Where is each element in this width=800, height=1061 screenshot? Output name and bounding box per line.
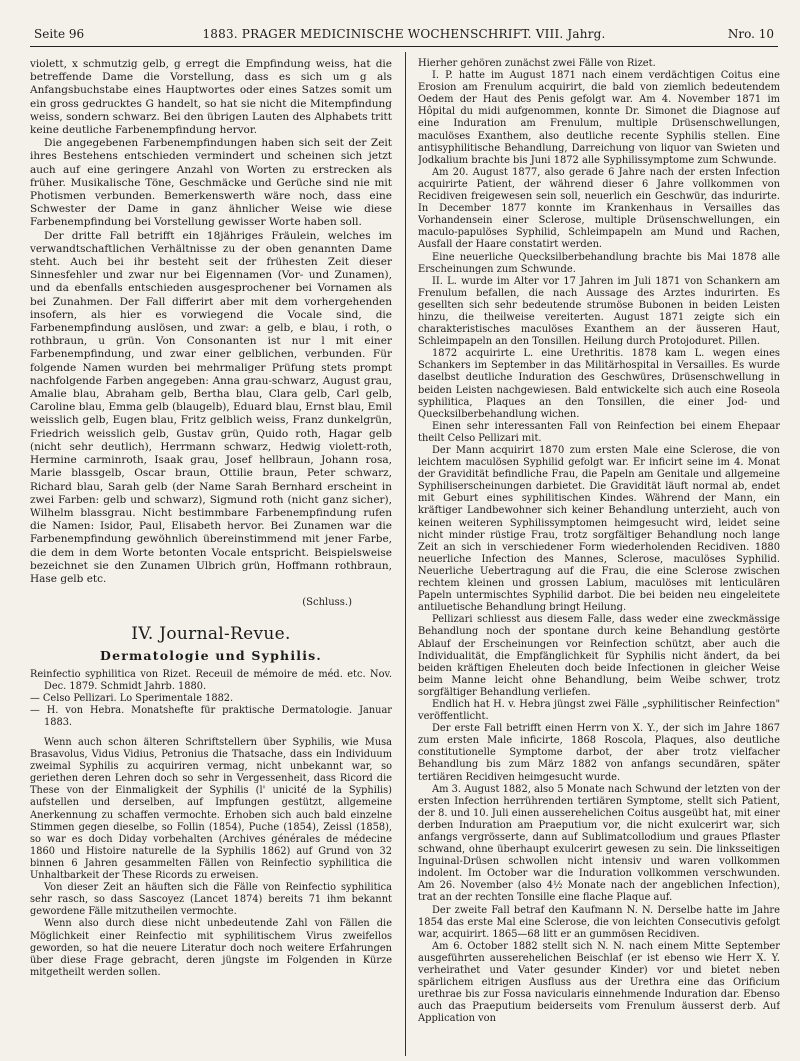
paragraph: Am 6. October 1882 stellt sich N. N. nach einem Mitte September ausgeführten ausserehelichen Beischlaf (er ist ebenso wie Herr X. Y. verheirathet und Vater gesunder Kinder) vor und bietet neben spärlichem eitrigen Ausfluss aus der Urethra eine das Orificium urethrae bis zur Fossa navicularis einnehmende Induration dar. Ebenso auch das Praeputium beiderseits vom Frenulum äusserst derb. Auf Application von bbox=[418, 940, 780, 1025]
left-column bbox=[30, 58, 392, 1054]
paragraph: Pellizari schliesst aus diesem Falle, dass weder eine zweckmässige Behandlung noch der spontane durch keine Behandlung gestörte Ablauf der Erscheinungen vor Reinfection schützt, aber auch die Individualität, die Empfänglichkeit für Syphilis nicht ändert, da bei beiden kräftigen Eheleuten doch beide Infectionen in gleicher Weise beim Manne leicht ohne Behandlung, beim Weibe schwer, trotz sorgfältiger Behandlung verliefen. bbox=[418, 614, 780, 698]
issue-number: Nro. 10 bbox=[727, 27, 774, 41]
subsection-title: Dermatologie und Syphilis. bbox=[100, 648, 322, 664]
paragraph: Von dieser Zeit an häuften sich die Fälle von Reinfectio syphilitica sehr rasch, so dass Sascoyez (Lancet 1874) bereits 71 ihm bekannt gewordene Fälle mitzutheilen vermochte. bbox=[30, 882, 392, 918]
paragraph: Wenn auch schon älteren Schriftstellern über Syphilis, wie Musa Brasavolus, Vidus Vidius, Petronius die Thatsache, dass ein Individuum zweimal Syphilis zu acquiriren vermag, nicht unbekannt war, so geriethen deren Lehren doch so sehr in Vergessenheit, dass Ricord die These von der Einmaligkeit der Syphilis (l' unicité de la Syphilis) aufstellen und derselben, auf Impfungen gestützt, allgemeine Anerkennung zu schaffen vermochte. Erhoben sich auch bald einzelne Stimmen gegen dieselbe, so Follin (1854), Puche (1854), Zeissl (1858), so war es doch Diday vorbehalten (Archives générales de médecine 1860 und Histoire naturelle de la Syphilis 1862) auf Grund von 32 binnen 6 Jahren gesammelten Fällen von Reinfectio syphilitica die Unhaltbarkeit der These Ricords zu erweisen. bbox=[30, 737, 392, 882]
reference-item: — Celso Pellizari. Lo Sperimentale 1882. bbox=[30, 692, 234, 704]
paragraph: Am 20. August 1877, also gerade 6 Jahre nach der ersten Infection acquirirte Patient, der während dieser 6 Jahre vollkommen von Recidiven freigewesen sein soll, neuerlich ein Geschwür, das indurirte. In December 1877 konnte im Krankenhaus in Versailles das Vorhandensein einer Sclerose, multiple Drüsenschwellungen, ein maculo-papulöses Syphilid, Schleimpapeln am Mund und Rachen, Ausfall der Haare constatirt werden. bbox=[418, 166, 780, 251]
reference-item: Reinfectio syphilitica von Rizet. Receuil de mémoire de méd. etc. Nov. Dec. 1879. Schmidt Jahrb. 1880. bbox=[30, 668, 392, 692]
paragraph: 1872 acquirirte L. eine Urethritis. 1878 kam L. wegen eines Schankers im September in das Militärhospital in Versailles. Es wurde daselbst deutliche Induration des Geschwüres, Drüsenschwellung in beiden Leisten nachgewiesen. Bald entwickelte sich auch eine Roseola syphilitica, Plaques an den Tonsillen, die einer Jod- und Quecksilberbehandlung wichen. bbox=[418, 348, 780, 420]
paragraph: Hierher gehören zunächst zwei Fälle von Rizet. bbox=[418, 58, 656, 69]
paragraph: Der zweite Fall betraf den Kaufmann N. N. Derselbe hatte im Jahre 1854 das erste Mal eine Sclerose, die von leichten Consecutivis gefolgt war, acquirirt. 1865—68 litt er an gummösen Recidiven. bbox=[418, 904, 780, 940]
section-title: IV. Journal-Revue. bbox=[131, 624, 291, 645]
paragraph: Endlich hat H. v. Hebra jüngst zwei Fälle „syphilitischer Reinfection" veröffentlicht. bbox=[418, 698, 780, 723]
reference-item: — H. von Hebra. Monatshefte für praktische Dermatologie. Januar 1883. bbox=[30, 704, 392, 728]
page-header bbox=[30, 24, 778, 47]
journal-title: 1883. PRAGER MEDICINISCHE WOCHENSCHRIFT. VIII. Jahrg. bbox=[202, 27, 606, 41]
paragraph: Wenn also durch diese nicht unbedeutende Zahl von Fällen die Möglichkeit einer Reinfectio mit syphilitischem Virus zweifellos geworden, so hat die neuere Literatur doch noch weitere Erfahrungen über diese Frage gebracht, deren jüngste im Folgenden in Kürze mitgetheilt werden sollen. bbox=[30, 918, 392, 978]
paragraph: Der dritte Fall betrifft ein 18jähriges Fräulein, welches im verwandtschaftlichen Verhältnisse zu der oben genannten Dame steht. Auch bei ihr besteht seit der frühesten Zeit dieser Sinnesfehler und zwar nur bei Eigennamen (Vor- und Zunamen), und da ebenfalls entschieden ausgesprochener bei Vornamen als bei Zunahmen. Der Fall differirt aber mit dem vorhergehenden insofern, als hier es vorwiegend die Vocale sind, die Farbenempfindung auslösen, und zwar: a gelb, e blau, i roth, o rothbraun, u grün. Von Consonanten ist nur l mit einer Farbenempfindung, und zwar einer gelblichen, verbunden. Für folgende Namen wurden bei mehrmaliger Prüfung stets prompt nachfolgende Farben angegeben: Anna grau-schwarz, August grau, Amalie blau, Abraham gelb, Bertha blau, Clara gelb, Carl gelb, Caroline blau, Emma gelb (blaugelb), Eduard blau, Ernst blau, Emil weisslich gelb, Eugen blau, Fritz gelblich weiss, Franz dunkelgrün, Friedrich weisslich gelb, Gustav grün, Quido roth, Hagar gelb (nicht sehr deutlich), Herrmann schwarz, Hedwig violett-roth, Hermine carminroth, Isaak grau, Josef hellbraun, Johann rosa, Marie blassgelb, Oscar braun, Ottilie braun, Peter schwarz, Richard blau, Sarah gelb (der Name Sarah Bernhard erscheint in zwei Farben: gelb und schwarz), Sigmund roth (nicht ganz sicher), Wilhelm blassgrau. Nicht bestimmbare Farbenempfindung rufen die Namen: Isidor, Paul, Elisabeth hervor. Bei Zunamen war die Farbenempfindung gewöhnlich übereinstimmend mit jener Farbe, die dem in dem Worte betonten Vocale entspricht. Beispielsweise bezeichnet sie den Zunamen Ulbrich grün, Hoffmann rothbraun, Hase gelb etc. bbox=[30, 229, 392, 585]
paragraph: Einen sehr interessanten Fall von Reinfection bei einem Ehepaar theilt Celso Pellizari mit. bbox=[418, 420, 780, 444]
page-number: Seite 96 bbox=[34, 27, 85, 41]
paragraph: Der Mann acquirirt 1870 zum ersten Male eine Sclerose, die von leichtem maculösen Syphilid gefolgt war. Er inficirt seine im 4. Monat der Gravidität befindliche Frau, die Papeln am Genitale und allgemeine Syphiliserscheinungen darbietet. Die Gravidität läuft normal ab, endet mit Geburt eines syphilitischen Kindes. Während der Mann, ein kräftiger Landbewohner sich keiner Behandlung unterzieht, auch von keinen weiteren Syphilissymptomen heimgesucht wird, leidet seine nicht minder rüstige Frau, trotz sorgfältiger Behandlung noch lange Zeit an sich in verschiedener Form wiederholenden Recidiven. 1880 neuerliche Infection des Mannes, Sclerose, maculöses Syphilid. Neuerliche Uebertragung auf die Frau, die eine Sclerose zwischen rechtem kleinen und grossen Labium, maculöses mit lenticulären Papeln untermischtes Syphilid darbot. Die bei beiden neu eingeleitete antiluetische Behandlung bringt Heilung. bbox=[418, 445, 780, 614]
paragraph: violett, x schmutzig gelb, g erregt die Empfindung weiss, hat die betreffende Dame die Vorstellung, dass es sich um g als Anfangsbuchstabe eines Hauptwortes oder eines Satzes somit um ein gross gedrucktes G handelt, so hat sie nicht die Mitempfindung weiss, sondern schwarz. Bei den übrigen Lauten des Alphabets tritt keine deutliche Farbenempfindung hervor. bbox=[30, 58, 392, 137]
paragraph: I. P. hatte im August 1871 nach einem verdächtigen Coitus eine Erosion am Frenulum acquirirt, die bald von ziemlich bedeutendem Oedem der Haut des Penis gefolgt war. Am 4. November 1871 im Hôpital du midi aufgenommen, konnte Dr. Simonet die Diagnose auf eine Induration am Frenulum, multiple Drüsenschwellungen, maculöses Exanthem, also deutliche recente Syphilis stellen. Eine antisyphilitische Behandlung, Darreichung von liquor van Swieten und Jodkalium brachte bis Juni 1872 alle Syphilissymptome zum Schwunde. bbox=[418, 70, 780, 166]
paragraph: Die angegebenen Farbenempfindungen haben sich seit der Zeit ihres Bestehens entschieden vermindert und scheinen sich jetzt auch auf eine geringere Anzahl von Worten zu erstrecken als früher. Musikalische Töne, Geschmäcke und Gerüche sind nie mit Photismen verbunden. Bemerkenswerth wäre noch, dass eine Schwester der Dame in ganz ähnlicher Weise wie diese Farbenempfindung bei Vorstellung gewisser Worte haben soll. bbox=[30, 137, 392, 229]
right-column bbox=[418, 58, 780, 1054]
references bbox=[30, 669, 392, 729]
paragraph: Der erste Fall betrifft einen Herrn von X. Y., der sich im Jahre 1867 zum ersten Male inficirte, 1868 Roscola, Plaques, also deutliche constitutionelle Symptome darbot, der aber trotz vielfacher Behandlung bis zum März 1882 von anfangs secundären, später tertiären Recidiven heimgesucht wurde. bbox=[418, 723, 780, 783]
column-divider bbox=[405, 52, 406, 1056]
paragraph: Am 3. August 1882, also 5 Monate nach Schwund der letzten von der ersten Infection herrührenden tertiären Symptome, stellt sich Patient, der 8. und 10. Juli einen ausserehelichen Coitus ausgeübt hat, mit einer derben Induration am Praeputium vor, die nicht exulcerirt war, sich anfangs vergrösserte, dann auf Sublimatcollodium und graues Pflaster schwand, ohne überhaupt exulcerirt gewesen zu sein. Die linksseitigen Inguinal-Drüsen schwollen nicht intensiv und waren vollkommen indolent. Im October war die Induration vollkommen verschwunden. Am 26. November (also 4½ Monate nach der angeblichen Infection), trat an der rechten Tonsille eine flache Plaque auf. bbox=[418, 783, 780, 904]
end-note: (Schluss.) bbox=[302, 597, 352, 609]
paragraph: II. L. wurde im Alter vor 17 Jahren im Juli 1871 von Schankern am Frenulum befallen, die nach Aussage des Arztes indurirten. Es gesellten sich sehr bedeutende strumöse Bubonen in beiden Leisten hinzu, die theilweise vereiterten. August 1871 zeigte sich ein charakteristisches maculöses Exanthem an der äusseren Haut, Schleimpapeln an den Tonsillen. Heilung durch Protojoduret. Pillen. bbox=[418, 275, 780, 348]
paragraph: Eine neuerliche Quecksilberbehandlung brachte bis Mai 1878 alle Erscheinungen zum Schwunde. bbox=[418, 251, 780, 275]
